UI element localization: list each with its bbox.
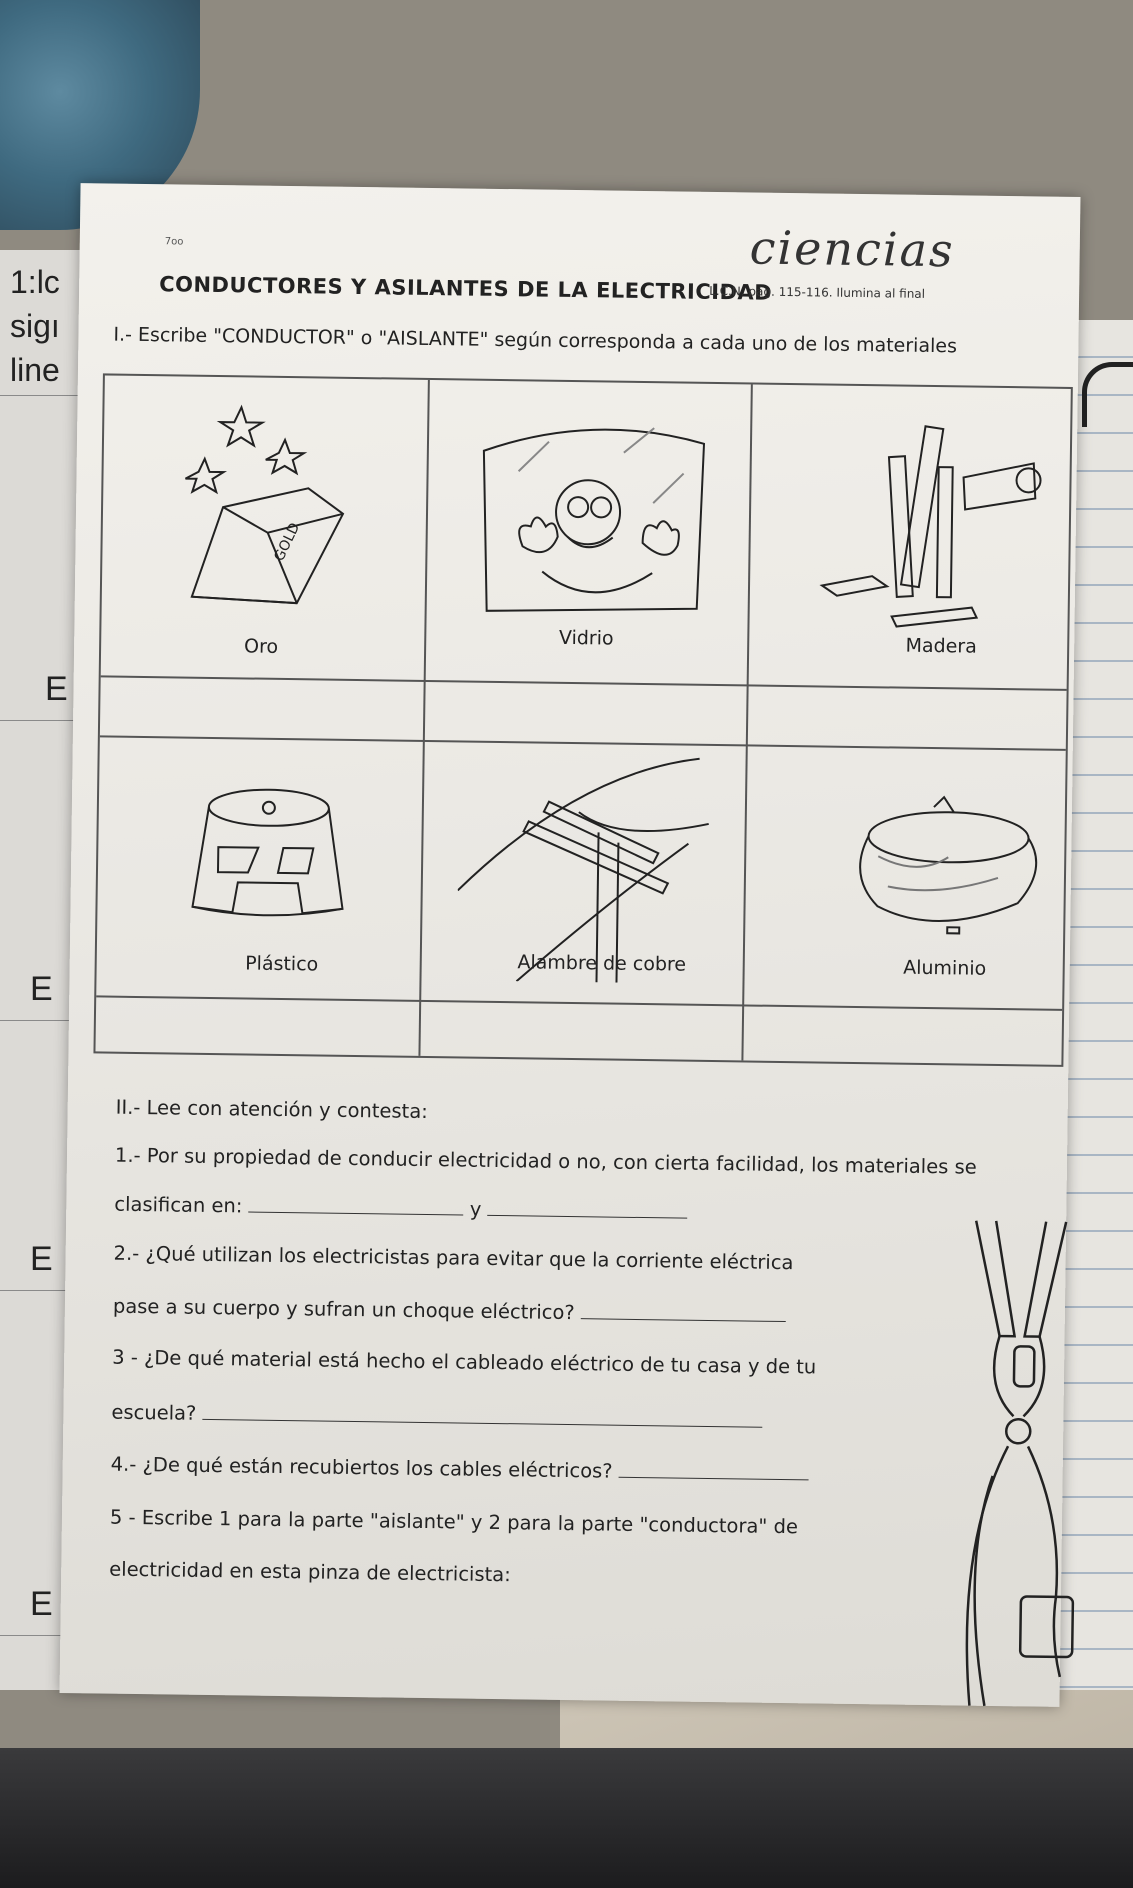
questions-section (109, 1095, 996, 1587)
answer-blank-1b[interactable] (487, 1197, 687, 1219)
answer-box-pliers[interactable] (1020, 1596, 1073, 1657)
materials-table (93, 373, 1072, 1066)
answer-blank-2[interactable] (581, 1300, 786, 1322)
question-4 (111, 1452, 809, 1486)
header-note: 7oo (164, 236, 184, 248)
margin-mark-3: E (30, 1240, 53, 1278)
margin-mark-1: E (45, 670, 68, 708)
question-1-line-2 (114, 1192, 688, 1224)
dark-floor (0, 1748, 1133, 1888)
question-3-line-2 (111, 1400, 762, 1433)
answer-blank-3[interactable] (202, 1401, 762, 1428)
worksheet (60, 183, 1081, 1707)
answer-box-pliers-top[interactable] (1014, 1346, 1035, 1386)
plastic-stool-icon (177, 777, 359, 939)
handwritten-title: ciencias (749, 220, 955, 278)
question-5-line-1: 5 - Escribe 1 para la parte "aislante" y 2 para la parte "conductora" de (109, 1505, 799, 1539)
source-reference: L.C.N. pág. 115-116. Ilumina al final (709, 283, 926, 301)
material-label-madera: Madera (905, 634, 977, 658)
question-2-prompt: pase a su cuerpo y sufran un choque eléctrico? (112, 1294, 575, 1325)
material-label-oro: Oro (243, 635, 279, 658)
question-2-line-1: 2.- ¿Qué utilizan los electricistas para evitar que la corriente eléctrica (113, 1241, 794, 1275)
gold-bar-icon (171, 396, 374, 629)
margin-mark-4: E (30, 1585, 53, 1623)
homer-window-icon (472, 411, 715, 624)
left-fragment-3: line (10, 352, 60, 388)
material-label-plastico: Plástico (245, 952, 319, 976)
wood-planks-icon (801, 405, 1064, 639)
pliers-icon (949, 1215, 1086, 1717)
margin-mark-2: E (30, 970, 53, 1008)
question-2-line-2 (113, 1294, 786, 1327)
question-1-line-1: 1.- Por su propiedad de conducir electricidad o no, con cierta facilidad, los materiales se (114, 1143, 977, 1179)
material-label-alambre: Alambre de cobre (517, 951, 687, 976)
material-label-vidrio: Vidrio (558, 626, 614, 650)
binder-ring (1082, 362, 1133, 427)
section-2-title: II.- Lee con atención y contesta: (115, 1095, 428, 1124)
answer-blank-1a[interactable] (249, 1194, 464, 1216)
left-fragment-2: sigı (10, 308, 60, 344)
question-3-line-1: 3 - ¿De qué material está hecho el cableado eléctrico de tu casa y de tu (112, 1345, 817, 1379)
question-3-prompt: escuela? (111, 1400, 197, 1425)
left-fragment-1: 1:lc (10, 264, 60, 300)
material-label-aluminio: Aluminio (903, 956, 987, 980)
aluminum-can-icon (817, 785, 1059, 948)
instruction-text: I.- Escribe "CONDUCTOR" o "AISLANTE" según corresponda a cada uno de los materiales (113, 323, 958, 358)
answer-blank-4[interactable] (619, 1459, 809, 1481)
question-4-prompt: 4.- ¿De qué están recubiertos los cables eléctricos? (110, 1452, 613, 1483)
question-1-joiner: y (469, 1197, 482, 1221)
worksheet-title: CONDUCTORES Y ASILANTES DE LA ELECTRICIDAD (159, 272, 773, 305)
power-pole-icon (456, 750, 739, 984)
gold-bar-text: GOLD (271, 520, 304, 564)
question-1-prompt: clasifican en: (114, 1192, 243, 1218)
question-5-line-2: electricidad en esta pinza de electricista: (109, 1557, 511, 1587)
